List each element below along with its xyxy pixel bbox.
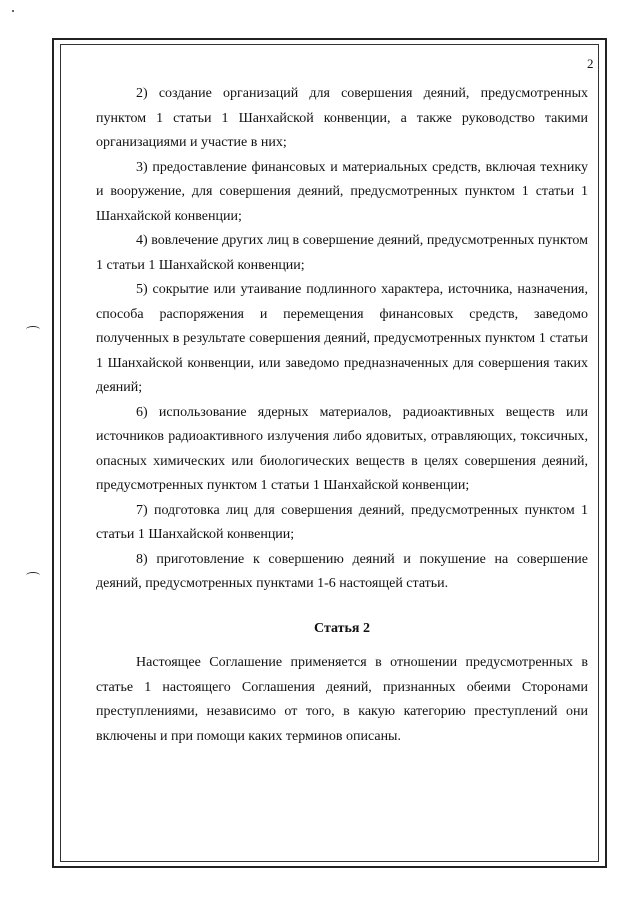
paragraph-item-8: 8) приготовление к совершению деяний и покушение на совершение деяний, предусмотренных пунктами 1-6 настоящей статьи. [96,551,588,591]
paragraph-item-2: 2) создание организаций для совершения деяний, предусмотренных пунктом 1 статьи 1 Шанхайской конвенции, а также руководство такими организациями и участие в них; [96,86,588,150]
binding-mark-bottom [26,572,40,579]
paragraph-item-3: 3) предоставление финансовых и материальных средств, включая технику и вооружение, для совершения деяний, предусмотренных пунктом 1 статьи 1 Шанхайской конвенции; [96,159,588,224]
article-heading: Статья 2 [314,620,370,636]
paragraph-item-4: 4) вовлечение других лиц в совершение деяний, предусмотренных пунктом 1 статьи 1 Шанхайской конвенции; [96,233,588,273]
paragraph-item-7: 7) подготовка лиц для совершения деяний, предусмотренных пунктом 1 статьи 1 Шанхайской конвенции; [96,502,588,542]
binding-mark-top [26,326,40,333]
page-number: 2 [587,56,594,71]
document-body [96,82,588,749]
scan-speck [12,10,14,12]
paragraph-item-5: 5) сокрытие или утаивание подлинного характера, источника, назначения, способа распоряжения и перемещения финансовых средств, заведомо полученных в результате совершения деяний, предусмотренных пунктом 1 статьи 1 Шанхайской конвенции, или заведомо предназначенных для совершения таких деяний; [96,282,588,395]
article-text: Настоящее Соглашение применяется в отношении предусмотренных в статье 1 настоящего Соглашения деяний, признанных обеими Сторонами преступлениями, независимо от того, в какую категорию преступлений они включены и при помощи каких терминов описаны. [96,655,588,744]
paragraph-item-6: 6) использование ядерных материалов, радиоактивных веществ или источников радиоактивного излучения либо ядовитых, отравляющих, токсичных, опасных химических или биологических веществ в целях совершения деяний, предусмотренных пунктом 1 статьи 1 Шанхайской конвенции; [96,404,588,493]
